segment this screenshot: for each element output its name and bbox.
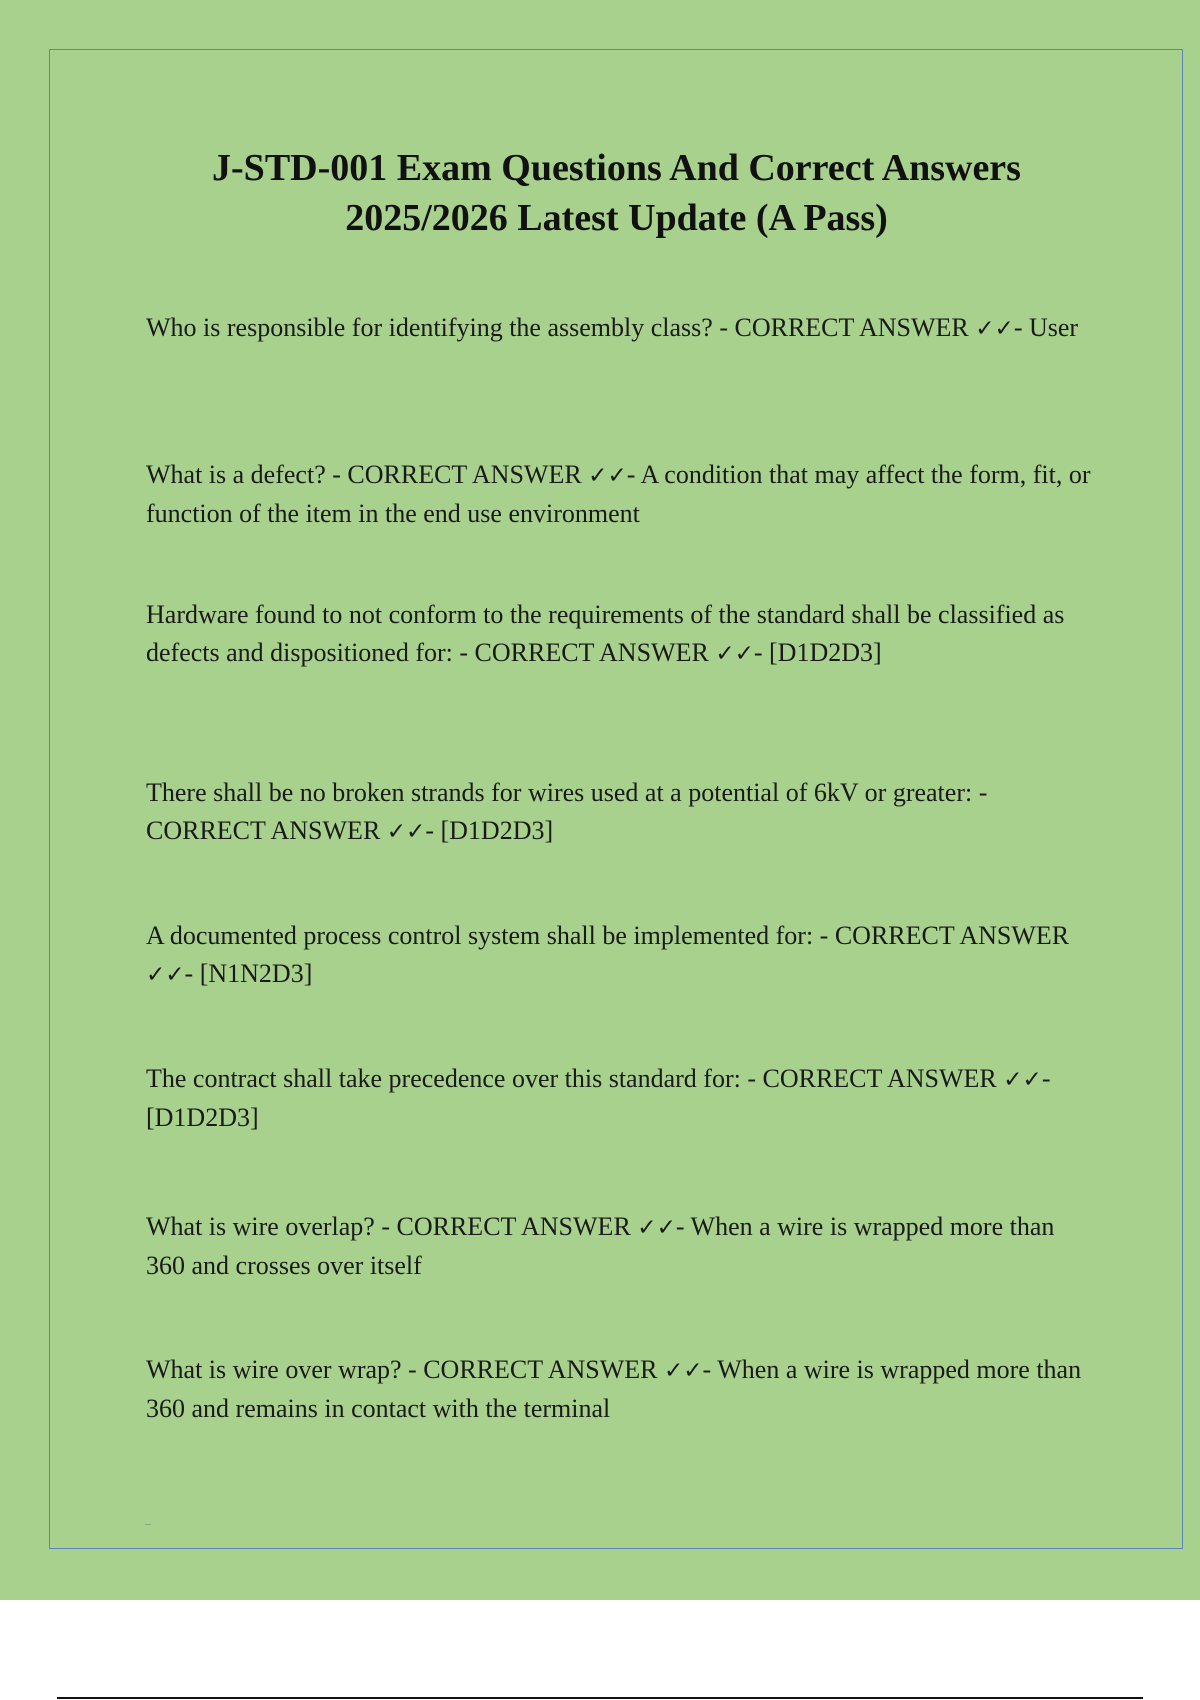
title-line-1: J-STD-001 Exam Questions And Correct Answers: [212, 147, 1021, 189]
answer-text: - [D1D2D3]: [146, 1064, 1051, 1132]
double-check-icon: ✓✓: [588, 463, 627, 489]
double-check-icon: ✓✓: [715, 641, 754, 667]
qa-item-5: [146, 917, 1096, 994]
question-text: A documented process control system shall be implemented for: - CORRECT ANSWER: [146, 921, 1070, 950]
qa-item-2: [146, 456, 1096, 533]
double-check-icon: ✓✓: [637, 1215, 676, 1241]
question-text: What is wire over wrap? - CORRECT ANSWER: [146, 1355, 658, 1384]
question-text: The contract shall take precedence over this standard for: - CORRECT ANSWER: [146, 1064, 997, 1093]
double-check-icon: ✓✓: [975, 316, 1014, 342]
double-check-icon: ✓✓: [1003, 1067, 1042, 1093]
answer-text: - When a wire is wrapped more than 360 and remains in contact with the terminal: [146, 1355, 1082, 1423]
double-check-icon: ✓✓: [664, 1358, 703, 1384]
double-check-icon: ✓✓: [146, 962, 185, 988]
answer-text: - [D1D2D3]: [425, 816, 554, 845]
answer-text: - [D1D2D3]: [753, 638, 882, 667]
qa-item-7: [146, 1208, 1096, 1285]
answer-text: - A condition that may affect the form, fit, or function of the item in the end use environment: [146, 460, 1091, 528]
answer-text: - User: [1013, 313, 1079, 342]
question-text: Who is responsible for identifying the assembly class? - CORRECT ANSWER: [146, 313, 969, 342]
question-text: Hardware found to not conform to the requirements of the standard shall be classified as defects and dispositioned for: - CORRECT ANSWER: [146, 600, 1065, 667]
qa-item-6: [146, 1060, 1096, 1137]
question-text: What is a defect? - CORRECT ANSWER: [146, 460, 582, 489]
bottom-divider: [57, 1697, 1143, 1699]
page-footer-mark: –: [145, 1516, 151, 1530]
document-title: [100, 143, 1133, 243]
qa-item-3: [146, 596, 1096, 673]
title-line-2: 2025/2026 Latest Update (A Pass): [345, 197, 888, 239]
qa-item-4: [146, 774, 1096, 851]
answer-text: - When a wire is wrapped more than 360 and crosses over itself: [146, 1212, 1055, 1280]
question-text: What is wire overlap? - CORRECT ANSWER: [146, 1212, 631, 1241]
question-text: There shall be no broken strands for wires used at a potential of 6kV or greater: - CORRECT ANSWER: [146, 778, 988, 845]
double-check-icon: ✓✓: [386, 819, 426, 845]
qa-item-8: [146, 1351, 1096, 1428]
qa-item-1: [146, 309, 1096, 348]
answer-text: - [N1N2D3]: [184, 959, 313, 988]
